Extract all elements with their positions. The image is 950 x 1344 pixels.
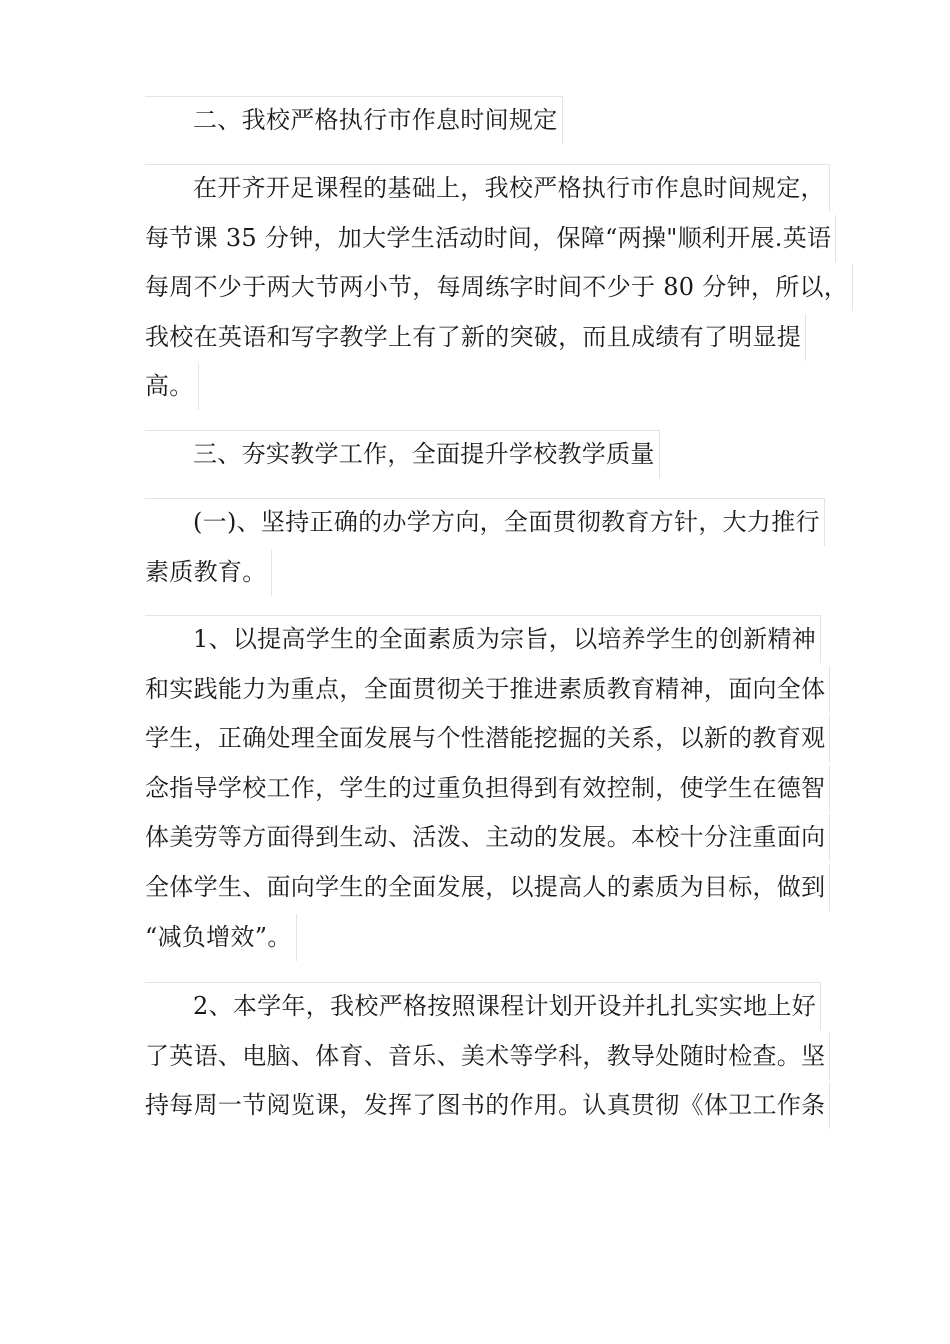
paragraph-item-2 <box>145 982 826 1131</box>
paragraph-item-1 <box>145 615 826 962</box>
text-line: 高。 <box>145 362 813 412</box>
paragraph-direction <box>145 498 820 597</box>
text-line: 2、本学年，我校严格按照课程计划开设并扎扎实实地上好 <box>145 982 813 1032</box>
paragraph-heading-schedule <box>145 96 813 146</box>
text-line: 念指导学校工作，学生的过重负担得到有效控制，使学生在德智 <box>145 764 813 814</box>
text-line: 二、我校严格执行市作息时间规定 <box>145 96 813 146</box>
paragraph-schedule-body <box>145 164 849 412</box>
text-line: 我校在英语和写字教学上有了新的突破，而且成绩有了明显提 <box>145 313 813 363</box>
text-line: 在开齐开足课程的基础上，我校严格执行市作息时间规定， <box>145 164 813 214</box>
text-line: (一)、坚持正确的办学方向，全面贯彻教育方针，大力推行 <box>145 498 813 548</box>
text-line: 学生，正确处理全面发展与个性潜能挖掘的关系，以新的教育观 <box>145 714 813 764</box>
text-line: 三、夯实教学工作，全面提升学校教学质量 <box>145 430 813 480</box>
text-line: 素质教育。 <box>145 548 813 598</box>
text-line: 每周不少于两大节两小节，每周练字时间不少于 80 分钟，所以， <box>145 263 813 313</box>
text-line: 和实践能力为重点，全面贯彻关于推进素质教育精神，面向全体 <box>145 665 813 715</box>
text-line: 体美劳等方面得到生动、活泼、主动的发展。本校十分注重面向 <box>145 813 813 863</box>
text-line: 了英语、电脑、体育、音乐、美术等学科，教导处随时检查。坚 <box>145 1032 813 1082</box>
paragraph-heading-teaching <box>145 430 813 480</box>
text-line: “减负增效”。 <box>145 913 813 963</box>
text-line: 持每周一节阅览课，发挥了图书的作用。认真贯彻《体卫工作条 <box>145 1081 813 1131</box>
text-line: 每节课 35 分钟，加大学生活动时间，保障“两操"顺利开展.英语 <box>145 214 813 264</box>
text-line: 1、以提高学生的全面素质为宗旨，以培养学生的创新精神 <box>145 615 813 665</box>
text-line: 全体学生、面向学生的全面发展，以提高人的素质为目标，做到 <box>145 863 813 913</box>
